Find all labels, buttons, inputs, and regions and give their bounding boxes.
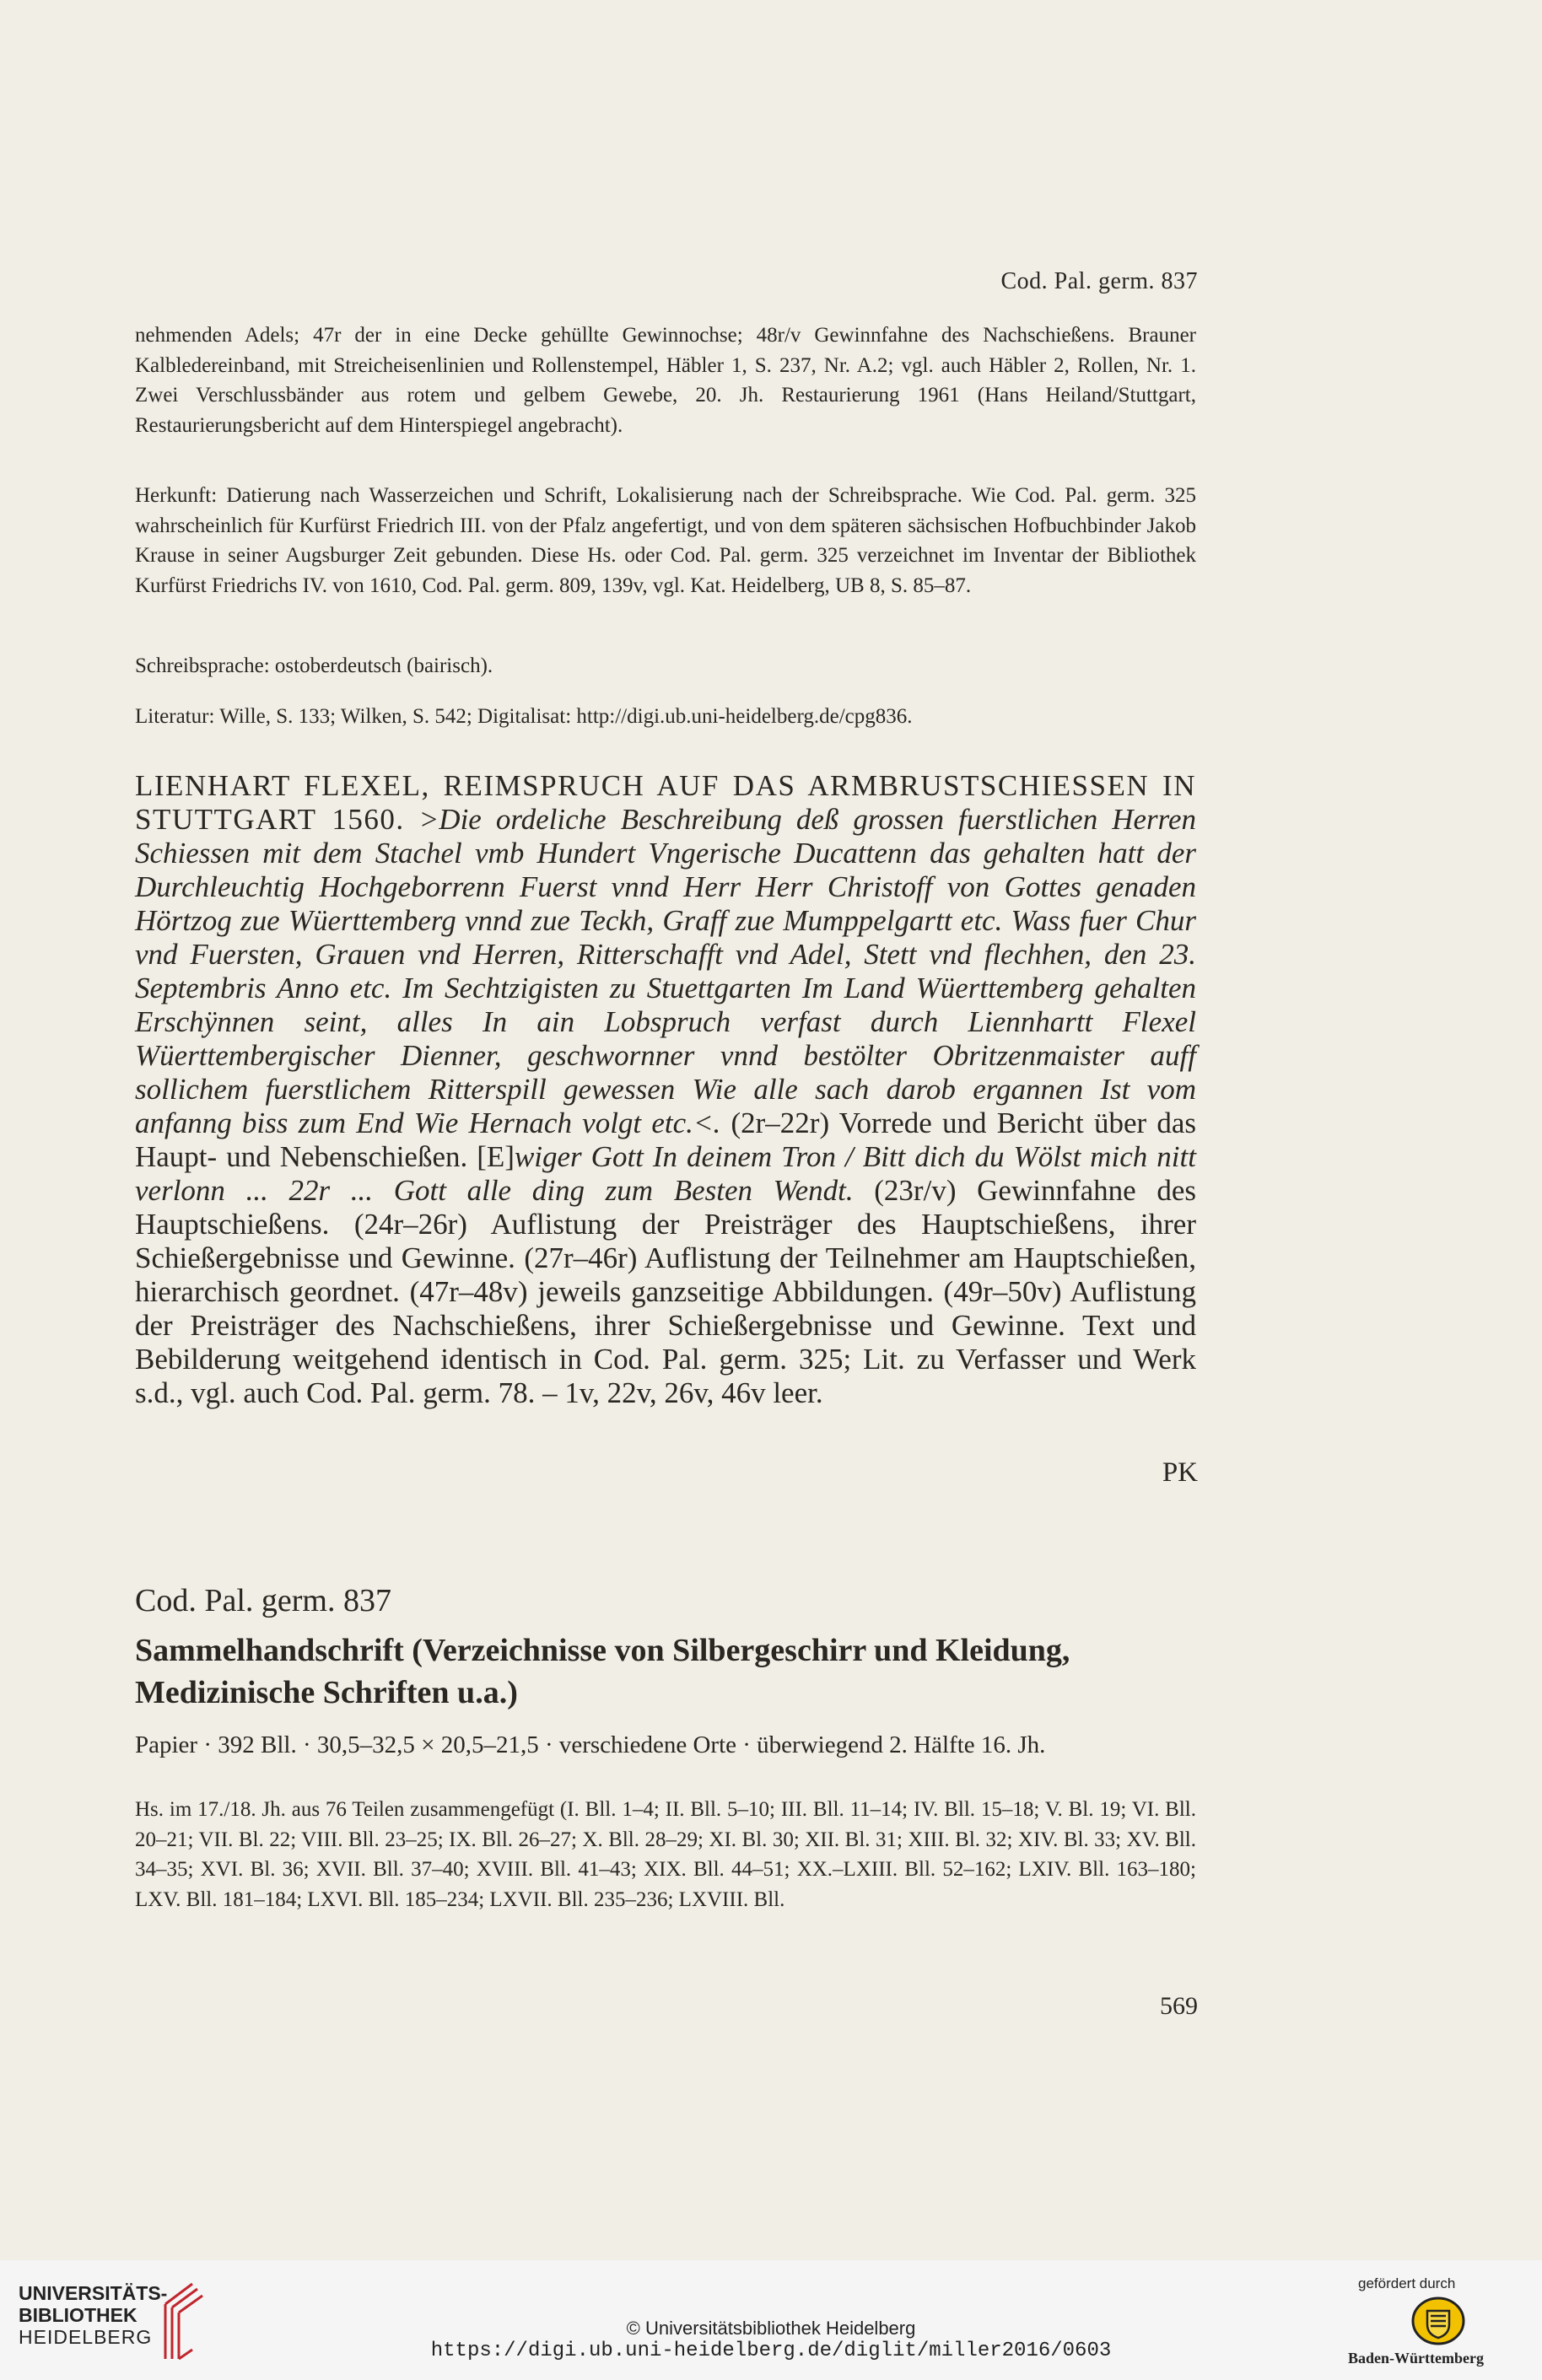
herkunft-paragraph [135, 481, 1196, 600]
library-name-line2: BIBLIOTHEK [19, 2304, 137, 2326]
library-name-line1: UNIVERSITÄTS- [19, 2282, 168, 2304]
entry-body-1: (2r–22r) Vorrede und Bericht über das Haupt- und Nebenschießen. [E] [135, 1107, 1197, 1173]
binding-text: nehmenden Adels; 47r der in eine Decke gehüllte Gewinnochse; 48r/v Gewinnfahne des Nachschießens. Brauner Kalbledereinband, mit Streicheisenlinien und Rollenstempel, Häbler 1, S. 237, Nr. A.2; vgl. auch Häbler 2, Rollen, Nr. 1. Zwei Verschlussbänder aus rotem und gelbem Gewebe, 20. Jh. Restaurierung 1961 (Hans Heiland/Stuttgart, Restaurierungsbericht auf dem Hinterspiegel angebracht). [135, 324, 1196, 437]
permalink-url[interactable]: https://digi.ub.uni-heidelberg.de/diglit/miller2016/0603 [430, 2340, 1112, 2362]
next-entry-meta: Papier · 392 Bll. · 30,5–32,5 × 20,5–21,5 · verschiedene Orte · überwiegend 2. Hälfte 16. Jh. [135, 1731, 1046, 1758]
main-entry [135, 769, 1196, 1410]
entry-incipit: wiger Gott In deinem Tron / Bitt dich du Wölst mich nitt verlonn ... 22r ... Gott alle ding zum Besten Wendt. [135, 1140, 1196, 1207]
composition-paragraph [135, 1795, 1196, 1914]
copyright-notice: © Universitätsbibliothek Heidelberg [626, 2318, 916, 2339]
next-entry-shelfmark: Cod. Pal. germ. 837 [135, 1583, 391, 1618]
author-signature: PK [1162, 1457, 1198, 1488]
schreibsprache-paragraph [135, 651, 1196, 681]
running-head: Cod. Pal. germ. 837 [1000, 268, 1198, 294]
entry-body-2: (23r/v) Gewinnfahne des Hauptschießens. (24r–26r) Auflistung der Preisträger des Hauptschießens, ihrer Schießergebnisse und Gewinne. (27r–46r) Auflistung der Teilnehmer am Hauptschießen, hierarchisch geordnet. (47r–48v) jeweils ganzseitige Abbildungen. (49r–50v) Auflistung der Preisträger des Nachschießens, ihrer Schießergebnisse und Gewinne. Text und Bebilderung weitgehend identisch in Cod. Pal. germ. 325; Lit. zu Verfasser und Werk s.d., vgl. auch Cod. Pal. germ. 78. – 1v, 22v, 26v, 46v leer. [135, 1174, 1196, 1409]
herkunft-text: Herkunft: Datierung nach Wasserzeichen und Schrift, Lokalisierung nach der Schreibsprache. Wie Cod. Pal. germ. 325 wahrscheinlich für Kurfürst Friedrich III. von der Pfalz angefertigt, und von dem späteren sächsischen Hofbuchbinder Jakob Krause in seiner Augsburger Zeit gebunden. Diese Hs. oder Cod. Pal. germ. 325 verzeichnet im Inventar der Bibliothek Kurfürst Friedrichs IV. von 1610, Cod. Pal. germ. 809, 139v, vgl. Kat. Heidelberg, UB 8, S. 85–87. [135, 484, 1196, 597]
baden-wuerttemberg-seal-icon [1410, 2296, 1466, 2346]
library-name-line3: HEIDELBERG [19, 2326, 153, 2348]
schreibsprache-text: Schreibsprache: ostoberdeutsch (bairisch). [135, 654, 493, 677]
literatur-text: Literatur: Wille, S. 133; Wilken, S. 542; Digitalisat: http://digi.ub.uni-heidelberg.de/cpg836. [135, 705, 913, 728]
entry-heading: LIENHART FLEXEL, REIMSPRUCH AUF DAS ARMBRUSTSCHIESSEN IN STUTTGART 1560. [135, 769, 1196, 836]
page-number: 569 [1160, 1992, 1198, 2020]
funder-name: Baden-Württemberg [1348, 2350, 1484, 2367]
composition-text: Hs. im 17./18. Jh. aus 76 Teilen zusammengefügt (I. Bll. 1–4; II. Bll. 5–10; III. Bll. 11–14; IV. Bll. 15–18; V. Bl. 19; VI. Bll. 20–21; VII. Bl. 22; VIII. Bll. 23–25; IX. Bll. 26–27; X. Bll. 28–29; XI. Bl. 30; XII. Bl. 31; XIII. Bl. 32; XIV. Bl. 33; XV. Bll. 34–35; XVI. Bl. 36; XVII. Bll. 37–40; XVIII. Bll. 41–43; XIX. Bll. 44–51; XX.–LXIII. Bll. 52–162; LXIV. Bll. 163–180; LXV. Bll. 181–184; LXVI. Bll. 185–234; LXVII. Bll. 235–236; LXVIII. Bll. [135, 1798, 1196, 1911]
next-entry-title: Sammelhandschrift (Verzeichnisse von Silbergeschirr und Kleidung, Medizinische Schriften u.a.) [135, 1633, 1070, 1710]
description-paragraph [135, 320, 1196, 440]
entry-title-quote: >Die ordeliche Beschreibung deß grossen fuerstlichen Herren Schiessen mit dem Stachel vmb Hundert Vngerische Ducattenn das gehalten hatt der Durchleuchtig Hochgeborrenn Fuerst vnnd Herr Herr Christoff von Gottes genaden Hörtzog zue Wüerttemberg vnnd zue Teckh, Graff zue Mumppelgartt etc. Wass fuer Chur vnd Fuersten, Grauen vnd Herren, Ritterschafft vnd Adel, Stett vnd flechhen, den 23. Septembris Anno etc. Im Sechtzigisten zu Stuettgarten Im Land Wüerttemberg gehalten Erschÿnnen seint, alles In ain Lobspruch verfast durch Liennhartt Flexel Wüerttembergischer Dienner, geschwornner vnnd bestölter Obritzenmaister auff sollichem fuerstlichem Ritterspill gewessen Wie alle sach darob ergannen Ist vom anfanng biss zum End Wie Hernach volgt etc.<. [135, 803, 1196, 1139]
literatur-paragraph [135, 702, 1196, 732]
funded-by-label: gefördert durch [1358, 2275, 1456, 2291]
